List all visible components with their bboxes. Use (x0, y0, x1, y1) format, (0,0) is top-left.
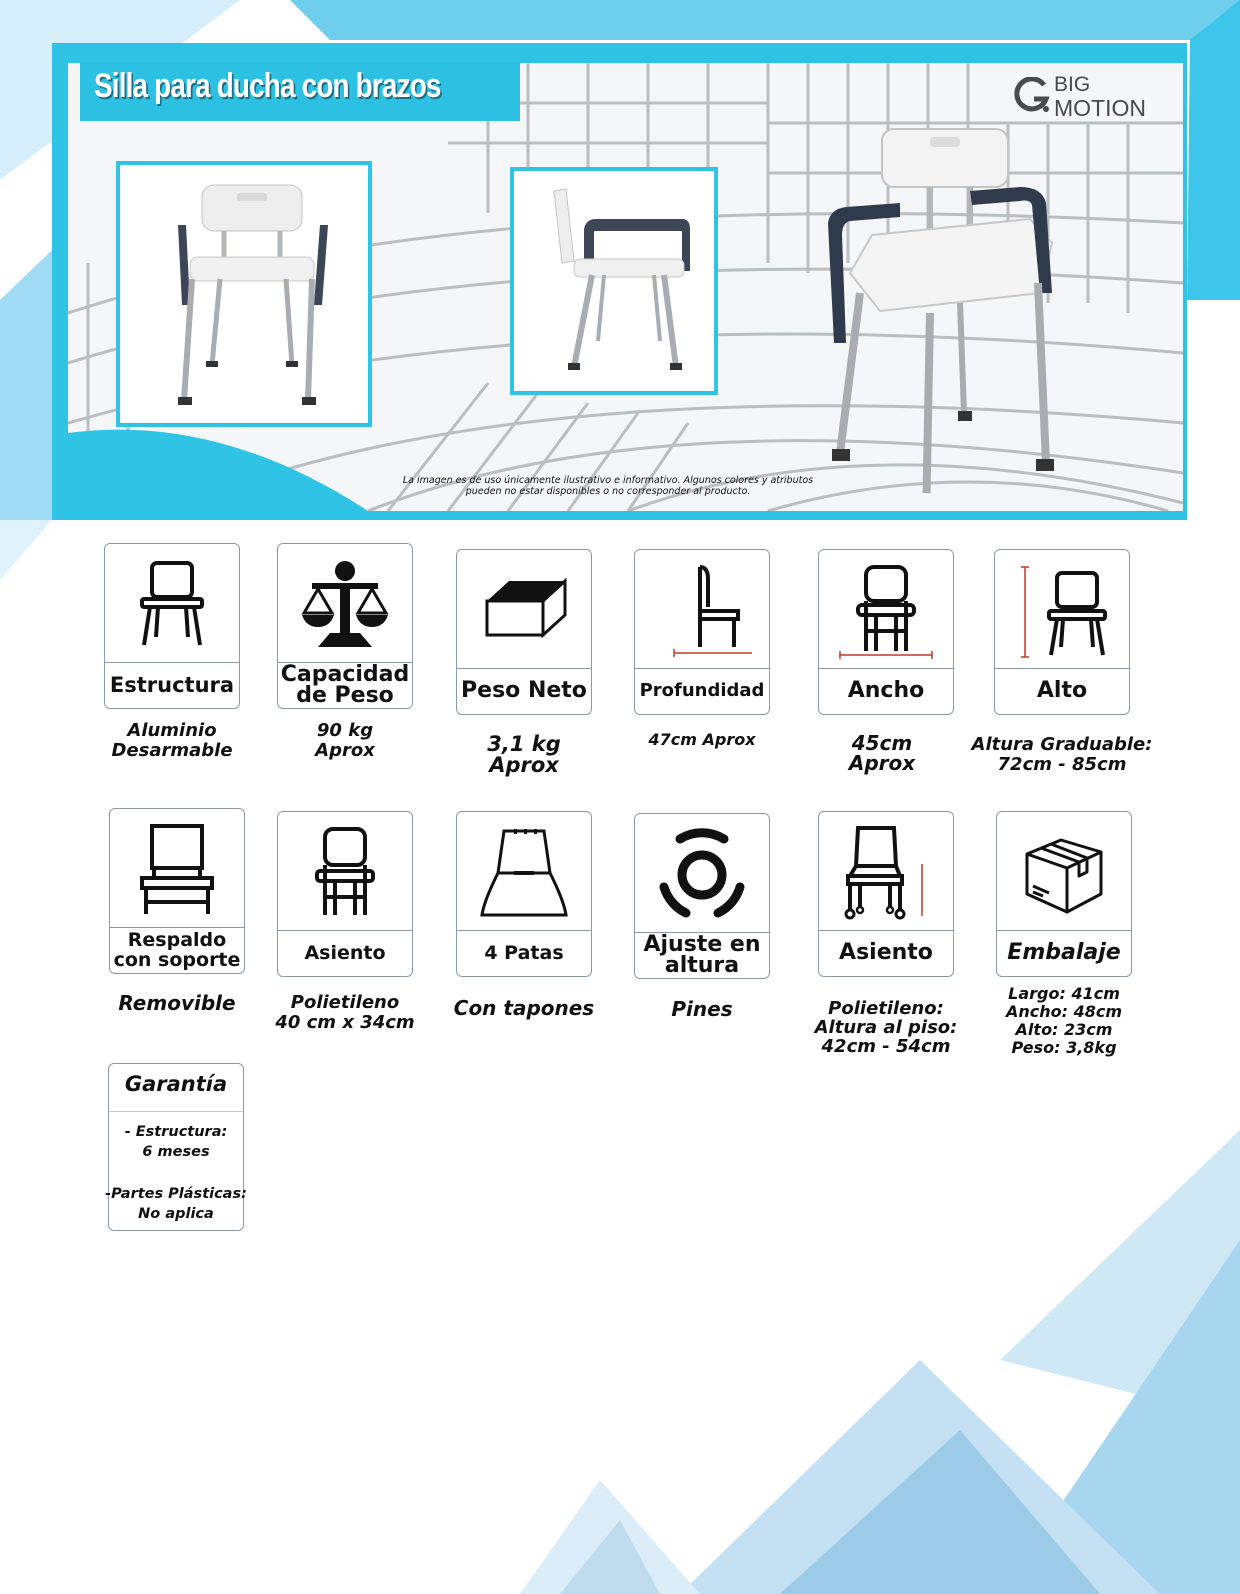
spec-value: Pines (671, 997, 733, 1021)
warranty-title: Garantía (124, 1072, 228, 1096)
backrest-icon (132, 818, 222, 918)
spec-value: Removible (118, 991, 236, 1015)
spec-card-peso-neto (456, 549, 592, 715)
spec-card-respaldo (109, 808, 245, 974)
seat-icon (305, 821, 385, 921)
spec-label: Alto (1036, 678, 1088, 703)
product-photo-side (510, 167, 718, 395)
spec-value: 45cm Aprox (848, 731, 916, 775)
brand-logo (1014, 69, 1183, 129)
chair-icon (132, 557, 212, 649)
scale-icon (300, 557, 390, 649)
spec-card-ajuste (634, 813, 770, 979)
package-icon (1019, 826, 1109, 916)
spec-label: Estructura (109, 673, 235, 697)
chair-main-image (820, 123, 1080, 493)
logo-mark-icon (1014, 77, 1050, 113)
spec-value: 47cm Aprox (648, 730, 756, 749)
spec-label: Peso Neto (461, 678, 587, 703)
spec-card-patas (456, 811, 592, 977)
spec-label: Embalaje (1007, 940, 1121, 965)
banner-background (68, 63, 1183, 511)
spec-card-capacidad (277, 543, 413, 709)
spec-value: Largo: 41cm Ancho: 48cm Alto: 23cm Peso: 3,8kg (1005, 984, 1123, 1057)
spec-label: Ancho (847, 678, 925, 703)
page-title: Silla para ducha con brazos (94, 67, 441, 105)
spec-value: 3,1 kg Aprox (487, 732, 561, 777)
spec-label: 4 Patas (484, 942, 564, 964)
spec-label: Capacidad de Peso (280, 662, 410, 708)
logo-text-big: BIG (1054, 73, 1091, 96)
seat-height-icon (836, 816, 936, 926)
adjust-icon (652, 823, 752, 923)
hero-banner (52, 43, 1187, 520)
warranty-line: -Partes Plásticas: (105, 1186, 247, 1202)
spec-value: Polietileno: Altura al piso: 42cm - 54cm (814, 998, 958, 1057)
spec-card-embalaje (996, 811, 1132, 977)
spec-card-ancho (818, 549, 954, 715)
warranty-line: - Estructura: (124, 1124, 228, 1140)
chair-front-image (120, 165, 368, 423)
disclaimer-text: La imagen es de uso únicamente ilustrativo e informativo. Algunos colores y atributos pueden no estar disponibles o no corresponder al producto. (402, 475, 814, 497)
warranty-line: 6 meses (142, 1144, 210, 1160)
spec-card-alto (994, 549, 1130, 715)
warranty-line: No aplica (138, 1206, 214, 1222)
spec-value: Altura Graduable: 72cm - 85cm (971, 734, 1153, 775)
chair-side-depth-icon (652, 559, 752, 659)
spec-card-asiento-2 (818, 811, 954, 977)
logo-text-motion: MOTION (1054, 95, 1146, 121)
chair-height-icon (1007, 559, 1117, 659)
title-box (80, 63, 520, 121)
spec-label: Profundidad (639, 680, 765, 701)
spec-card-profundidad (634, 549, 770, 715)
spec-value: Polietileno 40 cm x 34cm (275, 992, 415, 1033)
spec-label: Respaldo con soporte (113, 929, 241, 971)
spec-value: 90 kg Aprox (315, 720, 375, 761)
spec-card-asiento-1 (277, 811, 413, 977)
chair-side-image (514, 171, 714, 391)
chair-width-icon (836, 559, 936, 659)
spec-value: Aluminio Desarmable (111, 720, 233, 761)
leg-cap-icon (474, 821, 574, 921)
box-weight-icon (479, 569, 569, 649)
spec-value: Con tapones (453, 996, 595, 1020)
product-photo-front (116, 161, 372, 427)
warranty-divider (109, 1111, 243, 1112)
warranty-card (105, 1063, 247, 1231)
spec-label: Ajuste en altura (643, 932, 761, 978)
spec-card-estructura (104, 543, 240, 709)
spec-label: Asiento (839, 940, 933, 965)
spec-label: Asiento (304, 942, 386, 964)
